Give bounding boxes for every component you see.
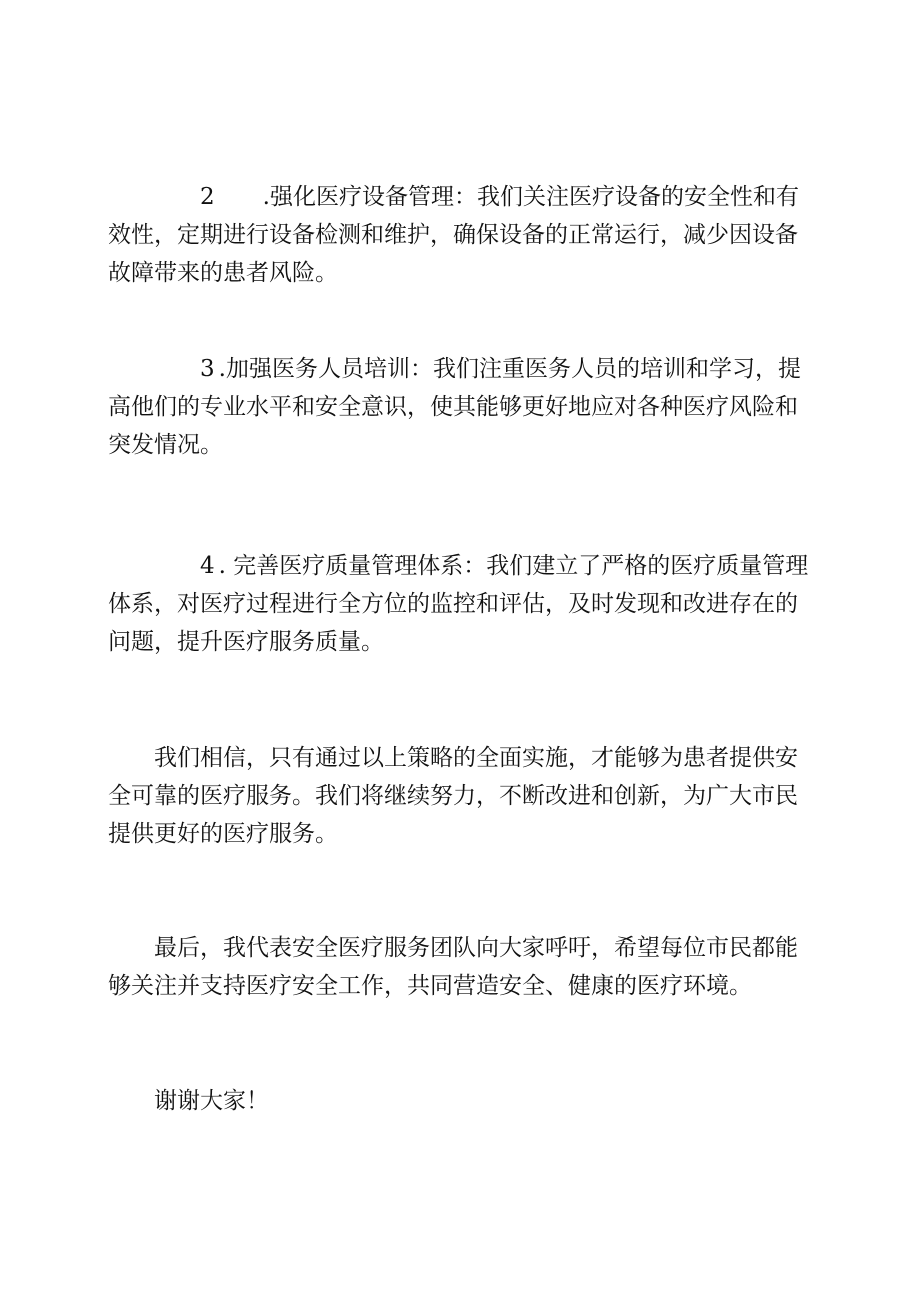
paragraph-text: .加强医务人员培训：我们注重医务人员的培训和学习，提高他们的专业水平和安全意识，使其能够更好地应对各种医疗风险和突发情况。 <box>108 356 801 458</box>
paragraph-equipment-management <box>108 178 820 292</box>
paragraph-appeal <box>108 929 820 1005</box>
paragraph-staff-training <box>108 350 820 464</box>
paragraph-text: .强化医疗设备管理：我们关注医疗设备的安全性和有效性，定期进行设备检测和维护，确保设备的正常运行，减少因设备故障带来的患者风险。 <box>108 184 799 286</box>
paragraph-text: 我们相信，只有通过以上策略的全面实施，才能够为患者提供安全可靠的医疗服务。我们将继续努力，不断改进和创新，为广大市民提供更好的医疗服务。 <box>108 745 798 847</box>
item-number: 3 <box>200 356 215 382</box>
item-number: 4 <box>200 553 215 579</box>
paragraph-belief <box>108 739 820 853</box>
paragraph-text: 谢谢大家！ <box>154 1088 269 1114</box>
paragraph-text: . 完善医疗质量管理体系：我们建立了严格的医疗质量管理体系，对医疗过程进行全方位的监控和评估，及时发现和改进存在的问题，提升医疗服务质量。 <box>108 553 809 655</box>
paragraph-quality-system <box>108 547 820 661</box>
item-number: 2 <box>200 184 215 210</box>
paragraph-text: 最后，我代表安全医疗服务团队向大家呼吁，希望每位市民都能够关注并支持医疗安全工作，共同营造安全、健康的医疗环境。 <box>108 935 798 999</box>
paragraph-thanks <box>108 1082 820 1120</box>
